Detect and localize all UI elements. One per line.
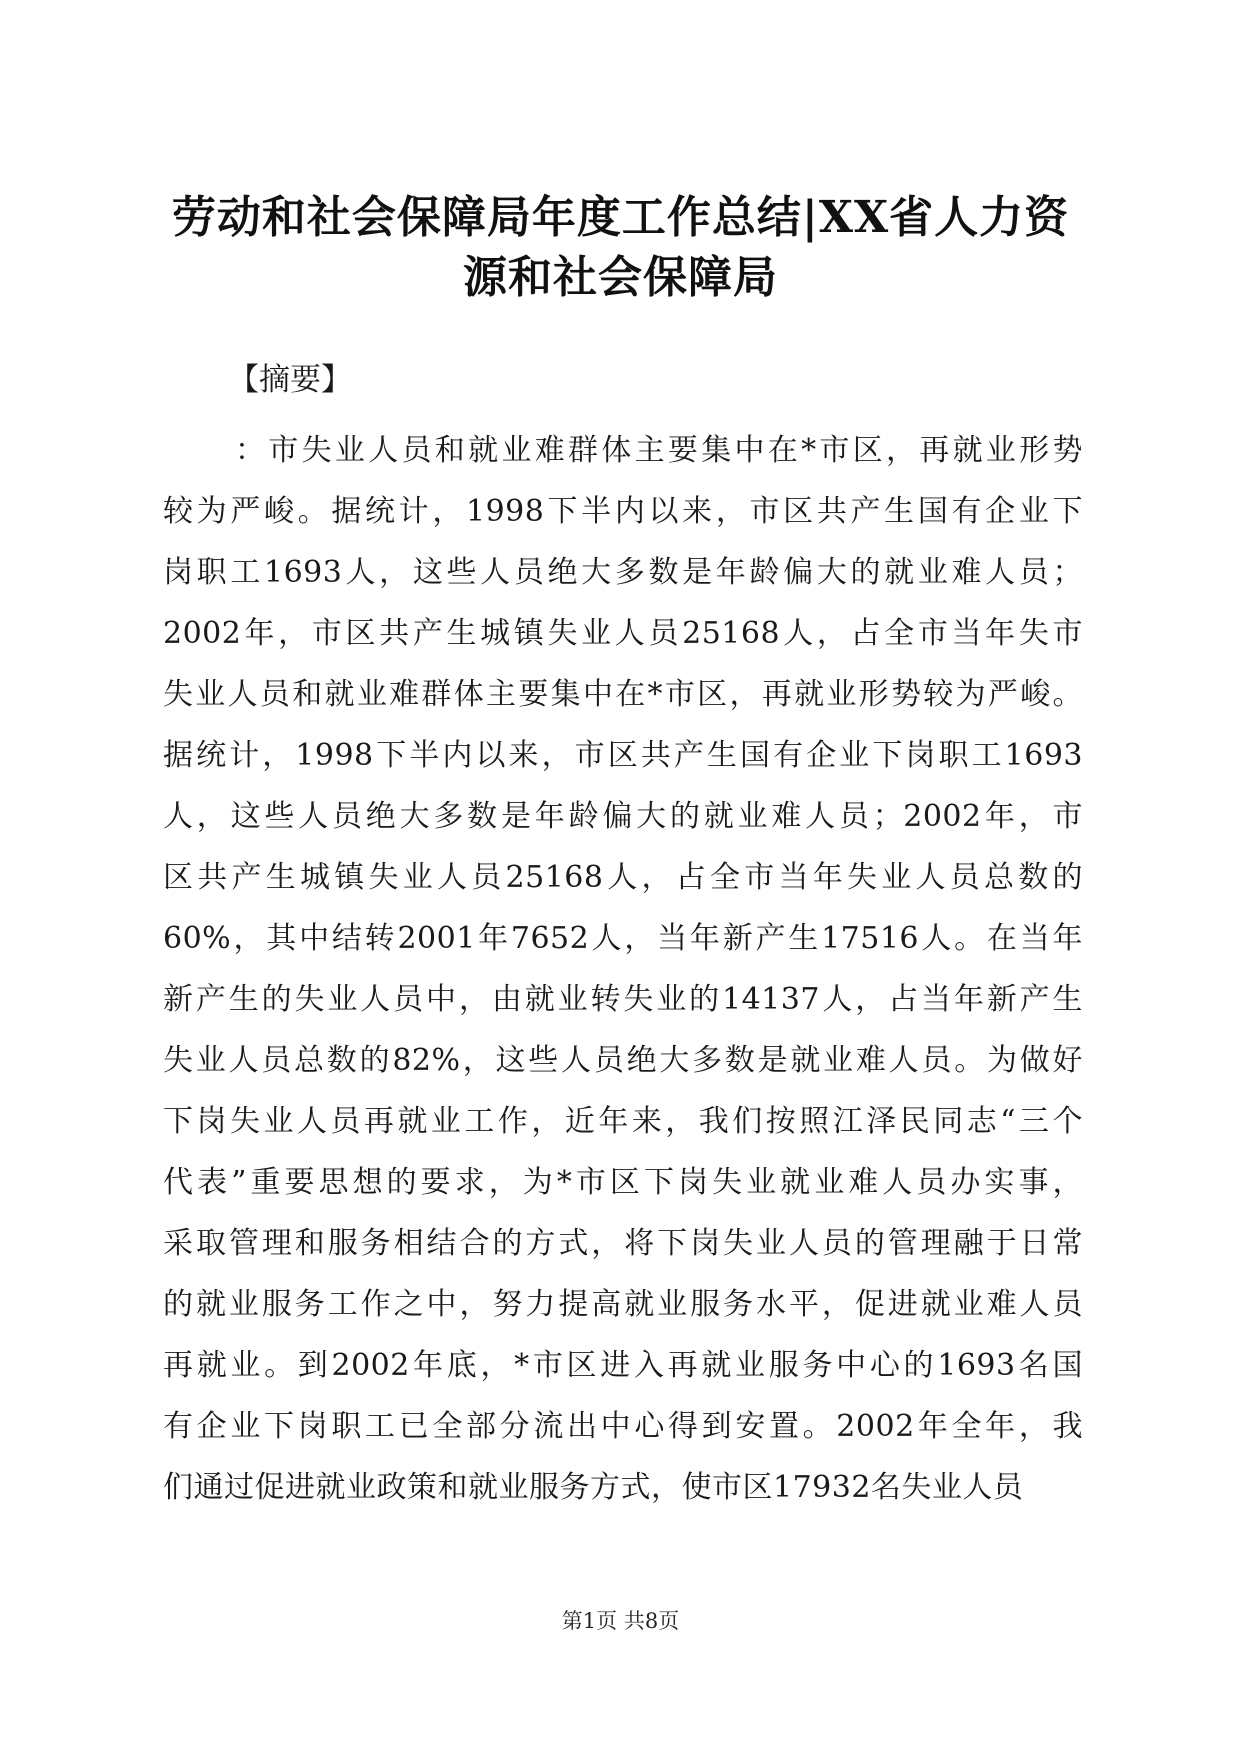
body-line: 有企业下岗职工已全部分流出中心得到安置。2002年全年，我 <box>163 1409 1083 1444</box>
body-line: 区共产生城镇失业人员25168人，占全市当年失业人员总数的 <box>163 860 1083 895</box>
body-line: 较为严峻。据统计，1998下半内以来，市区共产生国有企业下 <box>163 494 1083 529</box>
page-title <box>150 188 1091 308</box>
body-line: 据统计，1998下半内以来，市区共产生国有企业下岗职工1693 <box>163 738 1083 773</box>
body-text <box>163 420 1083 1518</box>
body-line: 失业人员总数的82%，这些人员绝大多数是就业难人员。为做好 <box>163 1043 1083 1078</box>
title-line-2: 源和社会保障局 <box>463 252 778 303</box>
body-line: 60%，其中结转2001年7652人，当年新产生17516人。在当年 <box>163 921 1083 956</box>
body-line: 2002年，市区共产生城镇失业人员25168人，占全市当年失市 <box>163 616 1083 651</box>
body-line: 再就业。到2002年底，*市区进入再就业服务中心的1693名国 <box>163 1348 1083 1383</box>
title-line-1: 劳动和社会保障局年度工作总结|XX省人力资 <box>171 192 1070 243</box>
body-line: 失业人员和就业难群体主要集中在*市区，再就业形势较为严峻。 <box>163 677 1083 712</box>
body-line: 采取管理和服务相结合的方式，将下岗失业人员的管理融于日常 <box>163 1226 1083 1261</box>
body-line: 下岗失业人员再就业工作，近年来，我们按照江泽民同志“三个 <box>163 1104 1083 1139</box>
body-line: 新产生的失业人员中，由就业转失业的14137人，占当年新产生 <box>163 982 1083 1017</box>
body-line: 代表”重要思想的要求，为*市区下岗失业就业难人员办实事， <box>163 1165 1083 1200</box>
body-line: 的就业服务工作之中，努力提高就业服务水平，促进就业难人员 <box>163 1287 1083 1322</box>
body-line: 们通过促进就业政策和就业服务方式，使市区17932名失业人员 <box>163 1470 1024 1505</box>
abstract-heading: 【摘要】 <box>228 362 352 398</box>
body-line: 人，这些人员绝大多数是年龄偏大的就业难人员；2002年，市 <box>163 799 1083 834</box>
body-line: ：市失业人员和就业难群体主要集中在*市区，再就业形势 <box>235 433 1083 468</box>
page-footer: 第1页 共8页 <box>561 1609 680 1633</box>
body-line: 岗职工1693人，这些人员绝大多数是年龄偏大的就业难人员； <box>163 555 1083 590</box>
